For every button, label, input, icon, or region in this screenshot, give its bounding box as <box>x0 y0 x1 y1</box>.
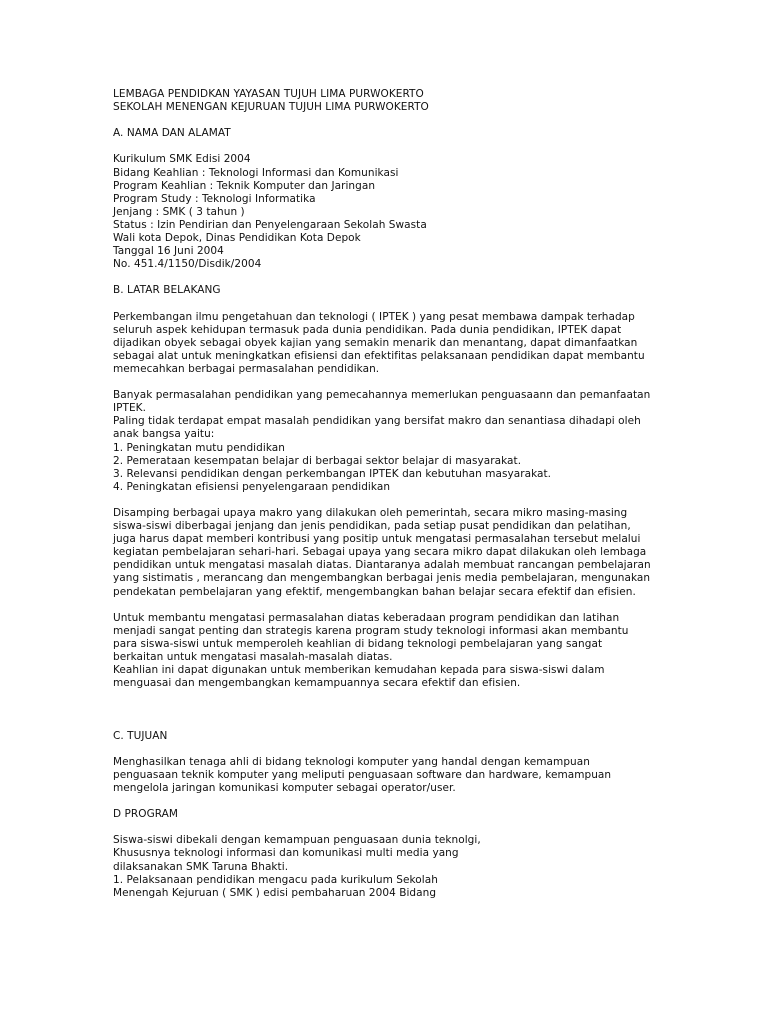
section-a-line: Jenjang : SMK ( 3 tahun ) <box>113 205 245 218</box>
list-item: 4. Peningkatan efisiensi penyelengaraan pendidikan <box>113 480 391 493</box>
paragraph-line: Untuk membantu mengatasi permasalahan diatas keberadaan program pendidikan dan latihan <box>113 611 620 624</box>
paragraph-line: berkaitan untuk mengatasi masalah-masalah diatas. <box>113 651 393 664</box>
section-a-line: No. 451.4/1150/Disdik/2004 <box>113 258 262 271</box>
paragraph-line: Menengah Kejuruan ( SMK ) edisi pembaharuan 2004 Bidang <box>113 886 437 899</box>
paragraph-line: Banyak permasalahan pendidikan yang pemecahannya memerlukan penguasaann dan pemanfaatan <box>113 389 651 402</box>
paragraph-line: Disamping berbagai upaya makro yang dilakukan oleh pemerintah, secara mikro masing-masing <box>113 507 628 519</box>
list-item: 3. Relevansi pendidikan dengan perkembangan IPTEK dan kebutuhan masyarakat. <box>113 467 552 480</box>
spacer <box>113 599 658 612</box>
paragraph-line: Paling tidak terdapat empat masalah pendidikan yang bersifat makro dan senantiasa dihadapi oleh <box>113 415 641 428</box>
paragraph-line: seluruh aspek kehidupan termasuk pada dunia pendidikan. Pada dunia pendidikan, IPTEK dapat <box>113 323 622 336</box>
paragraph-line: dijadikan obyek sebagai obyek kajian yang semakin menarik dan menantang, dapat dimanfaatkan <box>113 336 638 349</box>
school-name: SEKOLAH MENENGAN KEJURUAN TUJUH LIMA PURWOKERTO <box>113 101 429 114</box>
spacer <box>113 271 658 284</box>
paragraph-line: pendidikan untuk mengatasi masalah diatas. Diantaranya adalah membuat rancangan pembelajaran <box>113 559 651 572</box>
paragraph-line: penguasaan teknik komputer yang meliputi penguasaan software dan hardware, kemampuan <box>113 768 612 781</box>
section-a-heading: A. NAMA DAN ALAMAT <box>113 127 231 140</box>
spacer <box>113 703 658 716</box>
paragraph-line: memecahkan berbagai permasalahan pendidikan. <box>113 362 380 375</box>
section-a-line: Program Study : Teknologi Informatika <box>113 192 316 205</box>
list-item: 1. Peningkatan mutu pendidikan <box>113 441 285 454</box>
paragraph-line: menjadi sangat penting dan strategis karena program study teknologi informasi akan membantu <box>113 624 629 637</box>
spacer <box>113 140 658 153</box>
spacer <box>113 494 658 507</box>
institution-name: LEMBAGA PENDIDKAN YAYASAN TUJUH LIMA PURWOKERTO <box>113 88 424 100</box>
paragraph-line: sebagai alat untuk meningkatkan efisiensi dan efektifitas pelaksanaan pendidikan dapat membantu <box>113 349 645 362</box>
paragraph-line: anak bangsa yaitu: <box>113 428 215 441</box>
paragraph-line: Keahlian ini dapat digunakan untuk memberikan kemudahan kepada para siswa-siswi dalam <box>113 664 605 677</box>
paragraph-line: Perkembangan ilmu pengetahuan dan teknologi ( IPTEK ) yang pesat membawa dampak terhadap <box>113 310 635 323</box>
section-a-line: Bidang Keahlian : Teknologi Informasi dan Komunikasi <box>113 166 399 179</box>
section-a-line: Tanggal 16 Juni 2004 <box>113 245 224 258</box>
list-item: 1. Pelaksanaan pendidikan mengacu pada kurikulum Sekolah <box>113 873 438 886</box>
section-a-line: Status : Izin Pendirian dan Penyelengaraan Sekolah Swasta <box>113 218 427 231</box>
spacer <box>113 743 658 756</box>
paragraph-line: Menghasilkan tenaga ahli di bidang teknologi komputer yang handal dengan kemampuan <box>113 755 590 768</box>
section-d-heading: D PROGRAM <box>113 808 179 821</box>
paragraph-line: kegiatan pembelajaran sehari-hari. Sebagai upaya yang secara mikro dapat dilakukan oleh lembaga <box>113 546 647 559</box>
paragraph-line: juga harus dapat memberi kontribusi yang positip untuk mengatasi permasalahan tersebut melalui <box>113 533 641 546</box>
paragraph-line: siswa-siswi diberbagai jenjang dan jenis pendidikan, pada setiap pusat pendidikan dan pelatihan, <box>113 520 631 533</box>
section-a-line: Program Keahlian : Teknik Komputer dan Jaringan <box>113 179 376 192</box>
paragraph-line: mengelola jaringan komunikasi komputer sebagai operator/user. <box>113 781 456 794</box>
paragraph-line: IPTEK. <box>113 402 146 415</box>
paragraph-line: para siswa-siswi untuk memperoleh keahlian di bidang teknologi pembelajaran yang sangat <box>113 637 603 650</box>
document-page <box>113 88 658 900</box>
spacer <box>113 690 658 703</box>
spacer <box>113 376 658 389</box>
section-c-heading: C. TUJUAN <box>113 729 168 742</box>
paragraph-line: yang sistimatis , merancang dan mengembangkan berbagai jenis media pembelajaran, mengunakan <box>113 572 651 585</box>
spacer <box>113 821 658 834</box>
paragraph-line: Siswa-siswi dibekali dengan kemampuan penguasaan dunia teknolgi, <box>113 834 481 847</box>
paragraph-line: pendekatan pembelajaran yang efektif, mengembangkan bahan belajar secara efektif dan efisien. <box>113 585 636 598</box>
section-b-heading: B. LATAR BELAKANG <box>113 284 221 297</box>
spacer <box>113 298 658 311</box>
paragraph-line: menguasai dan mengembangkan kemampuannya secara efektif dan efisien. <box>113 677 521 690</box>
section-a-line: Wali kota Depok, Dinas Pendidikan Kota Depok <box>113 232 361 245</box>
section-a-line: Kurikulum SMK Edisi 2004 <box>113 153 251 166</box>
spacer <box>113 717 658 730</box>
list-item: 2. Pemerataan kesempatan belajar di berbagai sektor belajar di masyarakat. <box>113 454 522 467</box>
paragraph-line: Khususnya teknologi informasi dan komunikasi multi media yang <box>113 847 459 860</box>
spacer <box>113 114 658 127</box>
paragraph-line: dilaksanakan SMK Taruna Bhakti. <box>113 860 289 873</box>
spacer <box>113 795 658 808</box>
